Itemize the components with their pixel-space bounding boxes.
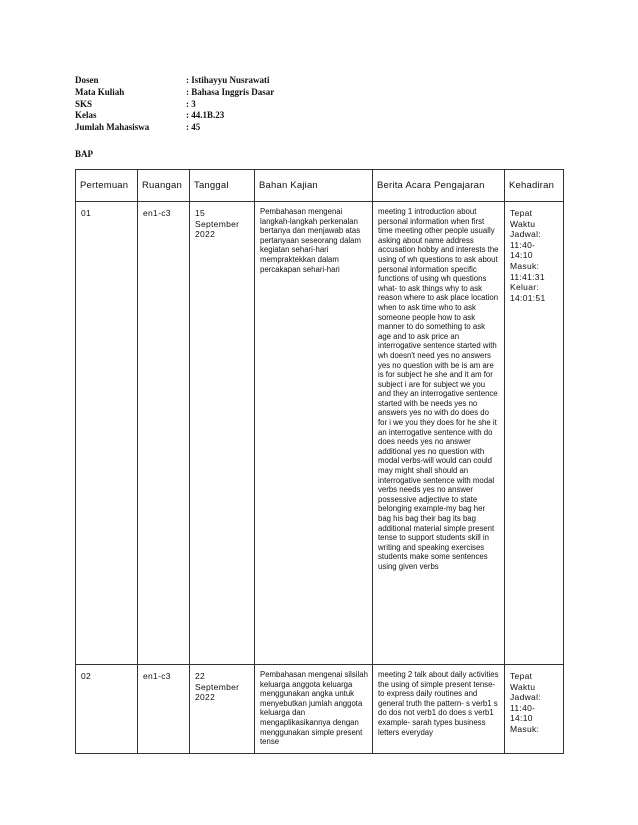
cell-kehadiran (505, 665, 564, 754)
cell-tanggal: 15 September 2022 (190, 202, 255, 665)
attendance-line: Jadwal: (510, 229, 541, 240)
table-row (76, 202, 564, 665)
section-title: BAP (75, 149, 93, 159)
course-info (75, 75, 375, 134)
info-row-jumlah-mahasiswa (75, 122, 375, 134)
table-header-row (76, 170, 564, 202)
header-tanggal: Tanggal (190, 170, 255, 202)
cell-tanggal: 22 September 2022 (190, 665, 255, 754)
attendance-line: Jadwal: (510, 692, 541, 703)
attendance-line: Waktu (510, 218, 536, 229)
info-label: SKS (75, 98, 93, 109)
info-row-dosen (75, 75, 375, 87)
cell-berita-acara: meeting 2 talk about daily activities the using of simple present tense- to express daily routines and general truth the pattern- s verb1 s do dos not verb1 do does s verb1 example- sarah types business letters everyday (373, 665, 505, 754)
attendance-line: Masuk: (510, 723, 540, 734)
attendance-line: 11:40- (510, 239, 536, 250)
attendance-line: Masuk: (510, 260, 540, 271)
cell-pertemuan: 02 (76, 665, 138, 754)
info-row-sks (75, 99, 375, 111)
info-label: Mata Kuliah (75, 86, 125, 97)
cell-bahan-kajian: Pembahasan mengenai silsilah keluarga anggota keluarga menggunakan angka untuk menyebutkan jumlah anggota keluarga dan mengaplikasikannya dengan menggunakan simple present tense (255, 665, 373, 754)
header-berita-acara: Berita Acara Pengajaran (373, 170, 505, 202)
info-row-kelas (75, 110, 375, 122)
attendance-line: Tepat (510, 671, 533, 681)
info-value: : 44.1B.23 (186, 110, 225, 121)
info-label: Dosen (75, 75, 99, 85)
attendance-line: Keluar: (510, 282, 540, 293)
cell-ruangan: en1-c3 (138, 665, 190, 754)
info-value: : 3 (186, 98, 196, 109)
info-value: : Bahasa Inggris Dasar (186, 86, 275, 97)
header-pertemuan: Pertemuan (76, 170, 138, 202)
attendance-lines (510, 671, 559, 735)
info-row-mata-kuliah (75, 87, 375, 99)
attendance-line: Tepat (510, 208, 533, 218)
attendance-lines (510, 208, 559, 303)
attendance-line: 11:40- (510, 702, 536, 713)
header-ruangan: Ruangan (138, 170, 190, 202)
info-label: Jumlah Mahasiswa (75, 122, 150, 133)
cell-ruangan: en1-c3 (138, 202, 190, 665)
attendance-line: Waktu (510, 681, 536, 692)
cell-pertemuan: 01 (76, 202, 138, 665)
attendance-line: 14:10 (510, 250, 533, 261)
info-label: Kelas (75, 110, 97, 121)
bap-table (75, 169, 564, 754)
header-bahan-kajian: Bahan Kajian (255, 170, 373, 202)
cell-kehadiran (505, 202, 564, 665)
cell-bahan-kajian: Pembahasan mengenai langkah-langkah perkenalan bertanya dan menjawab atas pertanyaan seseorang dalam kegiatan sehari-hari mempraktekkan dalam percakapan sehari-hari (255, 202, 373, 665)
attendance-line: 11:41:31 (510, 271, 545, 282)
attendance-line: 14:01:51 (510, 292, 546, 303)
table-row (76, 665, 564, 754)
cell-berita-acara: meeting 1 introduction about personal information when first time meeting other people usually asking about name address accusation hobby and interests the using of wh questions to ask about personal information specific functions of using wh questions what- to ask things why to ask reason where to ask place location when to ask time who to ask someone people how to ask manner to do something to ask age and to ask price an interrogative sentence started with wh doesn't need yes no answers yes no question with be is am are is for subject he she and it am for subject i are for subject we you and they an interrogative sentence started with be needs yes no answers yes no with do does do for i we you they does for he she it an interrogative sentence with do does needs yes no answer additional yes no question with modal verbs-will would can could may might shall should an interrogative sentence with modal verbs needs yes no answer possessive adjective to state belonging example-my bag her bag his bag their bag its bag additional material simple present tense to support students skill in writing and speaking exercises students make some sentences using given verbs (373, 202, 505, 665)
attendance-line: 14:10 (510, 713, 533, 724)
info-value: : Istihayyu Nusrawati (186, 75, 270, 85)
header-kehadiran: Kehadiran (505, 170, 564, 202)
info-value: : 45 (186, 122, 201, 133)
